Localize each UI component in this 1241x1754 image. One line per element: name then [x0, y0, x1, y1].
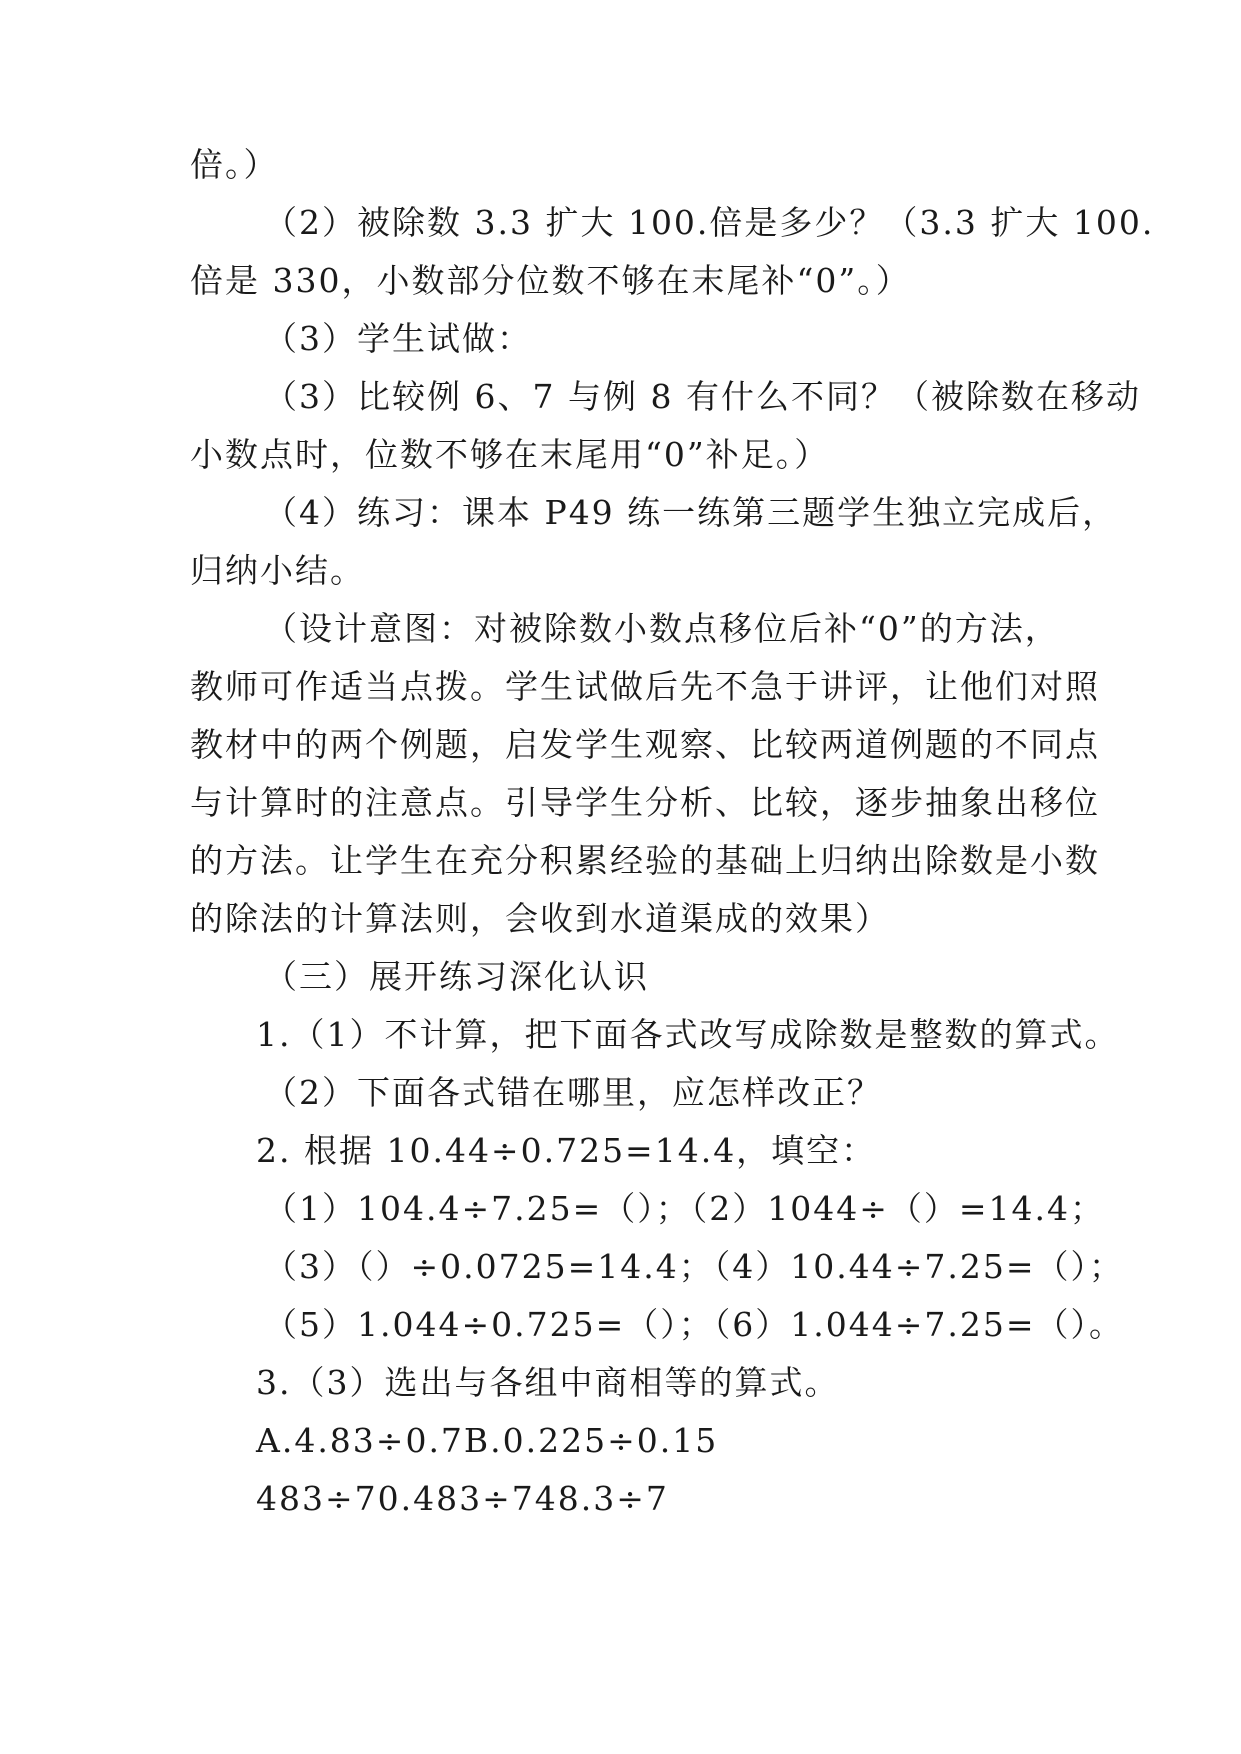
text-line-13: 的方法。让学生在充分积累经验的基础上归纳出除数是小数 [190, 841, 1100, 880]
text-line-19: （1）104.4÷7.25=（）；（2）1044÷（）=14.4； [264, 1189, 1106, 1228]
text-line-12: 与计算时的注意点。引导学生分析、比较，逐步抽象出移位 [190, 783, 1100, 822]
text-line-2: （2）被除数 3.3 扩大 100.倍是多少？（3.3 扩大 100. [264, 203, 1155, 242]
text-line-24: 483÷70.483÷748.3÷7 [256, 1479, 669, 1518]
text-line-20: （3）（）÷0.0725=14.4；（4）10.44÷7.25=（）； [264, 1247, 1124, 1286]
text-line-6: 小数点时，位数不够在末尾用“0”补足。） [190, 435, 830, 474]
text-line-4: （3）学生试做： [264, 319, 532, 358]
text-line-22: 3.（3）选出与各组中商相等的算式。 [256, 1363, 840, 1402]
text-line-16: 1.（1）不计算，把下面各式改写成除数是整数的算式。 [256, 1015, 1120, 1054]
text-line-8: 归纳小结。 [190, 551, 365, 590]
text-line-23: A.4.83÷0.7B.0.225÷0.15 [256, 1421, 719, 1460]
text-line-7: （4）练习：课本 P49 练一练第三题学生独立完成后， [264, 493, 1118, 532]
text-line-11: 教材中的两个例题，启发学生观察、比较两道例题的不同点 [190, 725, 1100, 764]
text-line-18: 2. 根据 10.44÷0.725=14.4，填空： [256, 1131, 877, 1170]
text-line-1: 倍。） [190, 145, 279, 184]
text-line-10: 教师可作适当点拨。学生试做后先不急于讲评，让他们对照 [190, 667, 1100, 706]
text-line-9: （设计意图：对被除数小数点移位后补“0”的方法， [264, 609, 1060, 648]
text-line-14: 的除法的计算法则，会收到水道渠成的效果） [190, 899, 890, 938]
text-line-5: （3）比较例 6、7 与例 8 有什么不同？（被除数在移动 [264, 377, 1141, 416]
section-heading: （三）展开练习深化认识 [264, 957, 649, 996]
text-line-21: （5）1.044÷0.725=（）；（6）1.044÷7.25=（）。 [264, 1305, 1124, 1344]
text-line-17: （2）下面各式错在哪里，应怎样改正？ [264, 1073, 882, 1112]
text-line-3: 倍是 330，小数部分位数不够在末尾补“0”。） [190, 261, 911, 300]
